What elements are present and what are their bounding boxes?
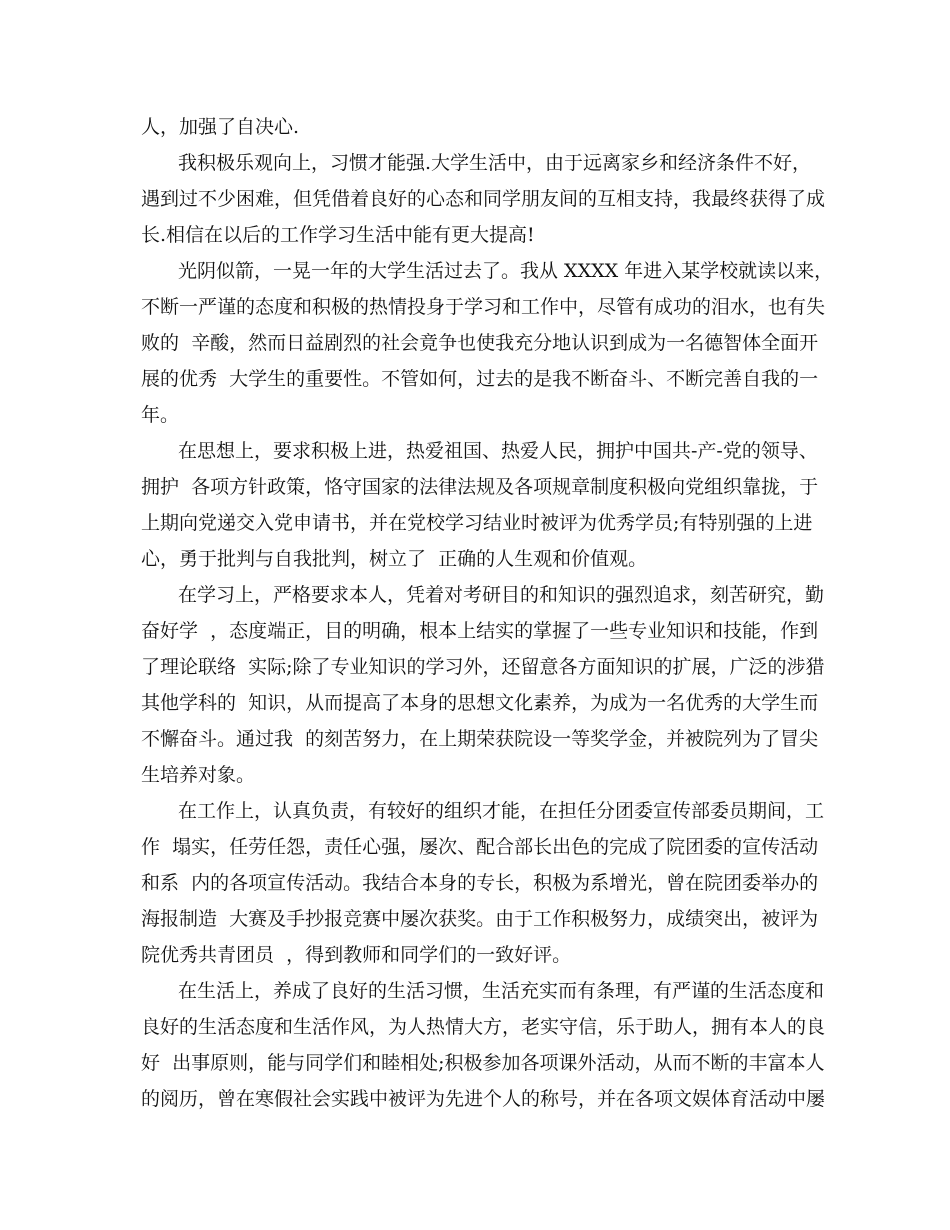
text-line: 长.相信在以后的工作学习生活中能有更大提高! [141,224,535,246]
text-line: 展的优秀 大学生的重要性。不管如何，过去的是我不断奋斗、不断完善自我的一 [141,368,819,390]
text-line: 不断一严谨的态度和积极的热情投身于学习和工作中，尽管有成功的泪水，也有失 [141,296,826,318]
text-line: 在工作上，认真负责，有较好的组织才能，在担任分团委宣传部委员期间，工 [178,800,825,822]
text-line: 败的 辛酸，然而日益剧烈的社会竟争也使我充分地认识到成为一名德智体全面开 [141,332,819,354]
text-line: 人，加强了自决心. [141,116,300,138]
text-line: 院优秀共青团员 ，得到教师和同学们的一致好评。 [141,944,572,966]
text-line: 我积极乐观向上，习惯才能强.大学生活中，由于远离家乡和经济条件不好， [178,152,812,174]
text-line: 拥护 各项方针政策，恪守国家的法律法规及各项规章制度积极向党组织靠拢，于 [141,476,819,498]
text-line: 遇到过不少困难，但凭借着良好的心态和同学朋友间的互相支持，我最终获得了成 [141,188,826,210]
text-line: 好 出事原则，能与同学们和睦相处;积极参加各项课外活动，从而不断的丰富本人 [141,1052,825,1074]
text-line: 奋好学 ，态度端正，目的明确，根本上结实的掌握了一些专业知识和技能，作到 [141,620,819,642]
text-line: 良好的生活态度和生活作风，为人热情大方，老实守信，乐于助人，拥有本人的良 [141,1016,826,1038]
text-line: 在思想上，要求积极上进，热爱祖国、热爱人民，拥护中国共-产-党的领导、 [178,440,818,462]
text-line: 生培养对象。 [141,764,256,786]
text-line: 的阅历，曾在寒假社会实践中被评为先进个人的称号，并在各项文娱体育活动中屡 [141,1088,826,1110]
text-line: 和系 内的各项宣传活动。我结合本身的专长，积极为系增光，曾在院团委举办的 [141,872,819,894]
text-line: 了理论联络 实际;除了专业知识的学习外，还留意各方面知识的扩展，广泛的涉猎 [141,656,825,678]
text-line: 作 塌实，任劳任怨，责任心强，屡次、配合部长出色的完成了院团委的宣传活动 [141,836,819,858]
text-line: 不懈奋斗。通过我 的刻苦努力，在上期荣获院设一等奖学金，并被院列为了冒尖 [141,728,819,750]
text-line: 海报制造 大赛及手抄报竞赛中屡次获奖。由于工作积极努力，成绩突出，被评为 [141,908,819,930]
text-line: 光阴似箭，一晃一年的大学生活过去了。我从 XXXX 年进入某学校就读以来， [178,260,834,282]
text-line: 其他学科的 知识，从而提高了本身的思想文化素养，为成为一名优秀的大学生而 [141,692,819,714]
text-line: 在学习上，严格要求本人，凭着对考研目的和知识的强烈追求，刻苦研究，勤 [178,584,825,606]
text-line: 年。 [141,404,180,426]
text-line: 心，勇于批判与自我批判，树立了 正确的人生观和价值观。 [141,548,648,570]
text-line: 在生活上，养成了良好的生活习惯，生活充实而有条理，有严谨的生活态度和 [178,980,825,1002]
text-line: 上期向党递交入党申请书，并在党校学习结业时被评为优秀学员;有特别强的上进 [141,512,813,534]
